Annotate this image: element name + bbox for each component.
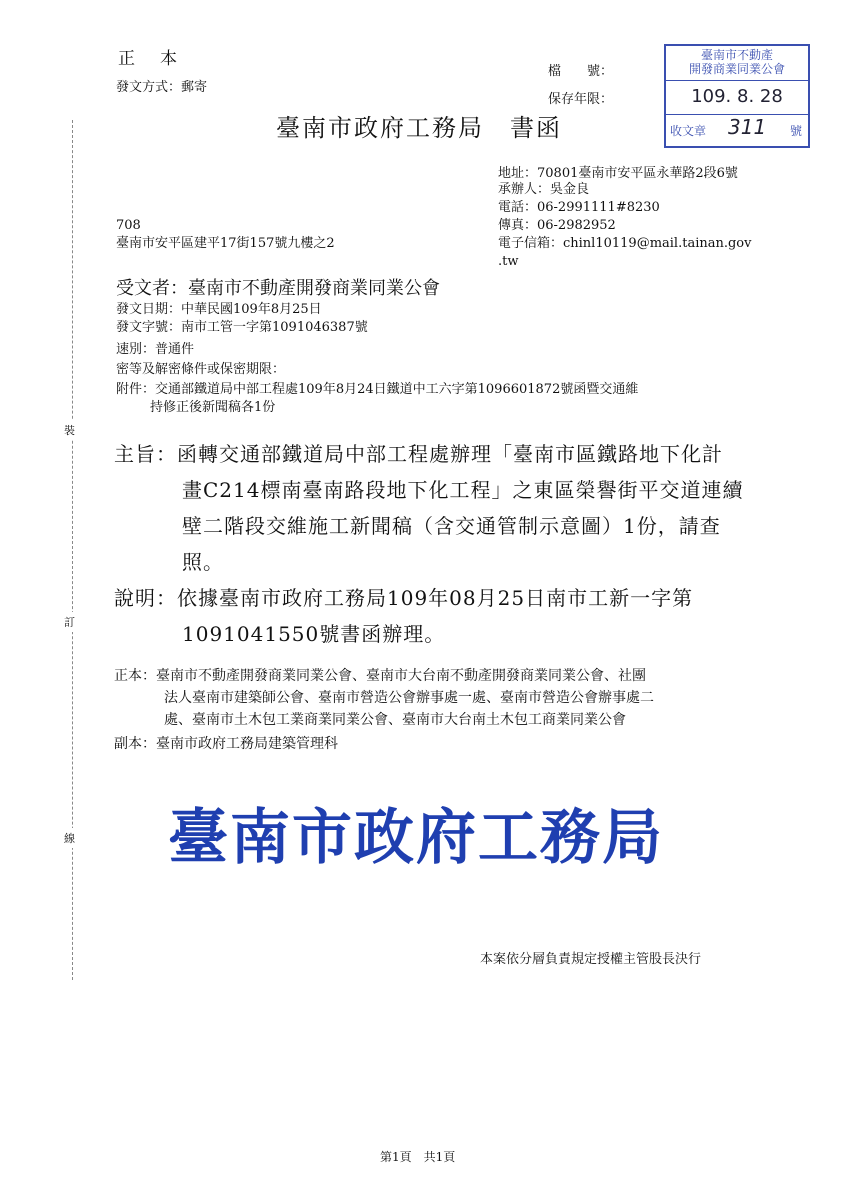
subject-line3: 壁二階段交維施工新聞稿（含交通管制示意圖）1份，請查 (182, 514, 721, 538)
stamp-receipt-number: 311 (728, 115, 767, 139)
explanation-line2: 1091041550號書函辦理。 (182, 622, 446, 646)
send-method: 發文方式：郵寄 (116, 80, 208, 95)
file-number-label: 檔 號： (548, 64, 614, 79)
distribution-main-line2: 法人臺南市建築師公會、臺南市營造公會辦事處一處、臺南市營造公會辦事處二 (164, 690, 654, 706)
margin-mark-zhuang: 裝 (64, 420, 75, 440)
sender-handler: 承辦人：吳金良 (498, 182, 590, 197)
stamp-org-line1: 臺南市不動產 (700, 48, 773, 62)
recipient-address: 臺南市安平區建平17街157號九樓之2 (116, 236, 335, 251)
sender-phone: 電話：06-2991111#8230 (498, 200, 660, 215)
attachment-line1: 附件：交通部鐵道局中部工程處109年8月24日鐵道中工六字第1096601872號函暨交通維 (116, 382, 639, 397)
copy-type: 正 本 (118, 49, 181, 69)
official-seal: 臺南市政府工務局 (168, 803, 664, 873)
margin-mark-xian: 線 (64, 828, 75, 848)
distribution-main-line3: 處、臺南市土木包工業商業同業公會、臺南市大台南土木包工商業同業公會 (164, 712, 626, 728)
distribution-copy: 副本：臺南市政府工務局建築管理科 (114, 736, 338, 752)
secrecy-level: 密等及解密條件或保密期限： (116, 362, 286, 377)
page-number: 第1頁 共1頁 (380, 1150, 456, 1164)
sender-address: 地址：70801臺南市安平區永華路2段6號 (498, 166, 738, 181)
subject-line4: 照。 (182, 550, 224, 574)
subject-line2: 畫C214標南臺南路段地下化工程」之東區榮譽街平交道連續 (182, 478, 744, 502)
document-number: 發文字號：南市工管一字第1091046387號 (116, 320, 368, 335)
explanation-line1: 說明：依據臺南市政府工務局109年08月25日南市工新一字第 (114, 586, 694, 610)
sender-email: 電子信箱：chinl10119@mail.tainan.gov (498, 236, 752, 251)
sender-fax: 傳真：06-2982952 (498, 218, 616, 233)
retention-label: 保存年限： (548, 92, 614, 107)
sender-email-cont: .tw (498, 254, 519, 269)
stamp-date: 109. 8. 28 (691, 86, 783, 107)
receipt-stamp (664, 44, 810, 148)
attachment-line2: 持修正後新聞稿各1份 (150, 400, 276, 415)
distribution-main-line1: 正本：臺南市不動產開發商業同業公會、臺南市大台南不動產開發商業同業公會、社團 (114, 668, 646, 684)
margin-mark-ding: 訂 (64, 612, 75, 632)
binding-line (72, 120, 73, 980)
recipient-postal-code: 708 (116, 218, 141, 233)
authorization-note: 本案依分層負責規定授權主管股長決行 (480, 952, 702, 967)
speed-class: 速別：普通件 (116, 342, 195, 357)
issue-date: 發文日期：中華民國109年8月25日 (116, 302, 322, 317)
recipient-name: 受文者：臺南市不動產開發商業同業公會 (116, 278, 440, 299)
stamp-org-line2: 開發商業同業公會 (688, 62, 785, 76)
subject-line1: 主旨：函轉交通部鐵道局中部工程處辦理「臺南市區鐵路地下化計 (114, 442, 723, 466)
stamp-receipt-label: 收文章 (670, 124, 707, 138)
document-title: 臺南市政府工務局 書函 (276, 114, 562, 142)
stamp-receipt-suffix: 號 (789, 124, 802, 138)
